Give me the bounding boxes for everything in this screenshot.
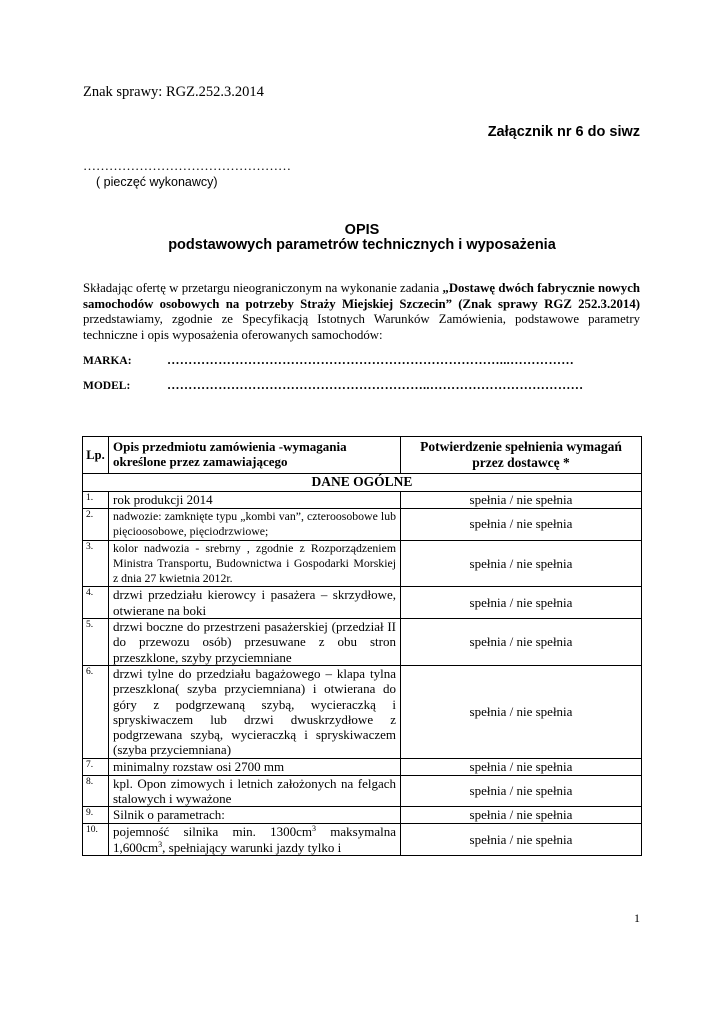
row-number: 7. bbox=[83, 758, 109, 775]
table-row bbox=[83, 492, 642, 509]
row-number: 5. bbox=[83, 619, 109, 666]
marka-field[interactable]: ……………………………………………………………………...…………… bbox=[167, 353, 575, 367]
row-number: 10. bbox=[83, 824, 109, 856]
page-number: 1 bbox=[634, 911, 640, 925]
superscript-3: 3 bbox=[158, 839, 163, 849]
spec-table bbox=[82, 436, 642, 856]
document-title: OPIS bbox=[344, 222, 380, 238]
col-desc-header: Opis przedmiotu zamówienia -wymagania określone przez zamawiającego bbox=[109, 437, 401, 474]
marka-label: MARKA: bbox=[83, 355, 132, 367]
row-number: 6. bbox=[83, 665, 109, 758]
table-row bbox=[83, 824, 642, 856]
attachment-label: Załącznik nr 6 do siwz bbox=[487, 124, 640, 140]
table-row bbox=[83, 619, 642, 666]
document-subtitle: podstawowych parametrów technicznych i wyposażenia bbox=[168, 237, 556, 253]
intro-text-1: Składając ofertę w przetargu nieograniczonym na wykonanie zadania bbox=[83, 281, 443, 295]
row-confirmation[interactable]: spełnia / nie spełnia bbox=[401, 665, 642, 758]
table-row bbox=[83, 587, 642, 619]
row-text-c: , spełniający warunki jazdy tylko i bbox=[162, 839, 342, 855]
table-row bbox=[83, 540, 642, 587]
intro-text-2: przedstawiamy, zgodnie ze Specyfikacją Istotnych Warunków Zamówienia, podstawowe parametry techniczne i opis wyposażenia oferowanych samochodów: bbox=[83, 312, 640, 342]
table-row bbox=[83, 775, 642, 807]
col-lp-header: Lp. bbox=[83, 437, 109, 474]
row-text-b: maksymalna 1,600cm bbox=[113, 824, 396, 855]
stamp-label: ( pieczęć wykonawcy) bbox=[96, 175, 218, 189]
superscript-3: 3 bbox=[312, 824, 317, 834]
row-confirmation[interactable]: spełnia / nie spełnia bbox=[401, 807, 642, 824]
table-header-row bbox=[83, 437, 642, 474]
row-description: minimalny rozstaw osi 2700 mm bbox=[109, 758, 401, 775]
row-description: Silnik o parametrach: bbox=[109, 807, 401, 824]
row-confirmation[interactable]: spełnia / nie spełnia bbox=[401, 619, 642, 666]
row-confirmation[interactable]: spełnia / nie spełnia bbox=[401, 509, 642, 541]
section-row bbox=[83, 474, 642, 492]
row-description: nadwozie: zamknięte typu „kombi van”, czteroosobowe lub pięcioosobowe, pięciodrzwiowe; bbox=[109, 509, 401, 541]
row-number: 8. bbox=[83, 775, 109, 807]
table-row bbox=[83, 807, 642, 824]
row-number: 3. bbox=[83, 540, 109, 587]
table-row bbox=[83, 665, 642, 758]
section-title: DANE OGÓLNE bbox=[83, 474, 642, 492]
row-confirmation[interactable]: spełnia / nie spełnia bbox=[401, 758, 642, 775]
row-description bbox=[109, 824, 401, 856]
row-description: drzwi przedziału kierowcy i pasażera – skrzydłowe, otwierane na boki bbox=[109, 587, 401, 619]
row-description: drzwi tylne do przedziału bagażowego – klapa tylna przeszklona( szyba przyciemniana) i otwierana do góry z podgrzewaną szybą, wycieraczką i spryskiwaczem lub drzwi dwuskrzydłowe z podgrzewana szybą, wycieraczką i spryskiwaczem (szyba przyciemniana) bbox=[109, 665, 401, 758]
col-conf-header: Potwierdzenie spełnienia wymagań przez dostawcę * bbox=[401, 437, 642, 474]
row-description: kolor nadwozia - srebrny , zgodnie z Rozporządzeniem Ministra Transportu, Budownictwa i Gospodarki Morskiej z dnia 27 kwietnia 2012r. bbox=[109, 540, 401, 587]
row-confirmation[interactable]: spełnia / nie spełnia bbox=[401, 540, 642, 587]
row-number: 4. bbox=[83, 587, 109, 619]
row-description: drzwi boczne do przestrzeni pasażerskiej (przedział II do przewozu osób) przesuwane z obu stron przeszklone, szyby przyciemniane bbox=[109, 619, 401, 666]
intro-paragraph bbox=[83, 281, 640, 343]
row-number: 9. bbox=[83, 807, 109, 824]
row-description: rok produkcji 2014 bbox=[109, 492, 401, 509]
table-row bbox=[83, 758, 642, 775]
row-confirmation[interactable]: spełnia / nie spełnia bbox=[401, 775, 642, 807]
model-field[interactable]: ……………………………………………………..……………………………… bbox=[167, 378, 584, 392]
model-label: MODEL: bbox=[83, 380, 131, 392]
row-number: 2. bbox=[83, 509, 109, 541]
case-number: Znak sprawy: RGZ.252.3.2014 bbox=[83, 84, 264, 100]
row-confirmation[interactable]: spełnia / nie spełnia bbox=[401, 587, 642, 619]
row-number: 1. bbox=[83, 492, 109, 509]
row-text-a: pojemność silnika min. 1300cm bbox=[113, 824, 313, 840]
row-confirmation[interactable]: spełnia / nie spełnia bbox=[401, 492, 642, 509]
stamp-dots: ………………………………………… bbox=[83, 158, 291, 173]
intro-task-name: „Dostawę dwóch fabrycznie nowych samochodów osobowych na potrzeby Straży Miejskiej Szczecin” (Znak sprawy RGZ 252.3.2014) bbox=[83, 281, 640, 311]
row-confirmation[interactable]: spełnia / nie spełnia bbox=[401, 824, 642, 856]
row-description: kpl. Opon zimowych i letnich założonych na felgach stalowych i wyważone bbox=[109, 775, 401, 807]
table-row bbox=[83, 509, 642, 541]
